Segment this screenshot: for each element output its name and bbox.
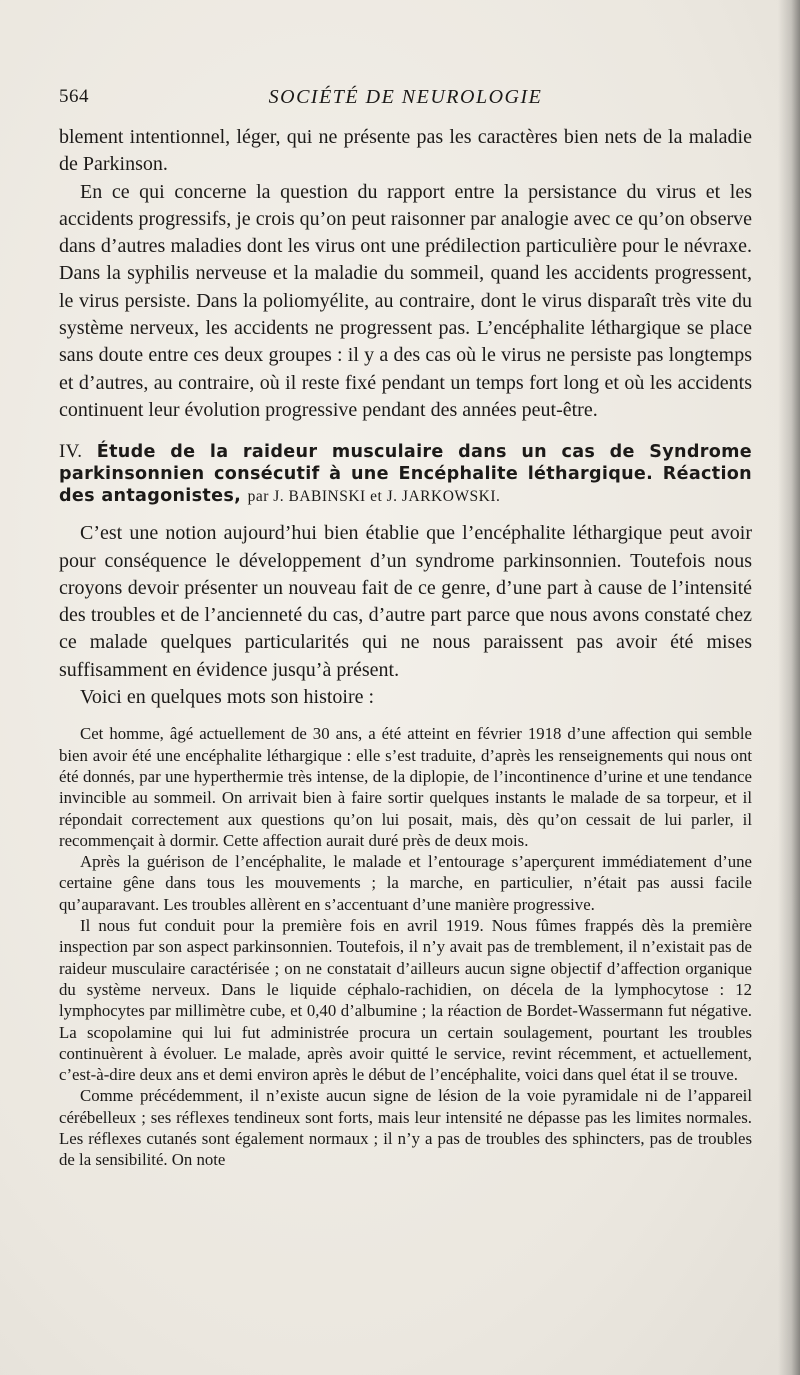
intro-paragraph: En ce qui concerne la question du rapport entre la persistance du virus et les accidents progressifs, je crois qu’on peut raisonner par analogie avec ce qu’on observe dans d’autres maladies dont les virus ont une prédilection particulière pour le névraxe. Dans la syphilis nerveuse et la maladie du sommeil, quand les accidents progressent, le virus persiste. Dans la poliomyélite, au contraire, dont le virus disparaît très vite du système nerveux, les accidents ne progressent pas. L’encéphalite léthargique se place sans doute entre ces deux groupes : il y a des cas où le virus ne persiste pas longtemps et d’autres, au contraire, où il reste fixé pendant un temps fort long et où les accidents continuent leur évolution progressive pendant des années peut-être. bbox=[59, 180, 752, 421]
section-heading bbox=[59, 441, 752, 508]
page-edge-shadow bbox=[778, 0, 800, 1375]
body-text bbox=[59, 124, 752, 1171]
case-paragraph: Il nous fut conduit pour la première fois en avril 1919. Nous fûmes frappés dès la première inspection par son aspect parkinsonnien. Toutefois, il n’y avait pas de tremblement, il n’existait pas de raideur musculaire caractérisée ; on ne constatait d’ailleurs aucun signe objectif d’affection organique du système nerveux. Dans le liquide céphalo-rachidien, on décela de la lymphocytose : 12 lymphocytes par millimètre cube, et 0,40 d’albumine ; la réaction de Bordet-Wassermann fut négative. La scopolamine qui lui fut administrée procura un certain soulagement, pourtant les troubles continuèrent à évoluer. Le malade, après avoir quitté le service, revint récemment, et actuellement, c’est-à-dire deux ans et demi environ après le début de l’encéphalite, voici dans quel état il se trouve. bbox=[59, 916, 752, 1085]
case-paragraph: Comme précédemment, il n’existe aucun signe de lésion de la voie pyramidale ni de l’appareil cérébelleux ; ses réflexes tendineux sont forts, mais leur intensité ne dépasse pas les limites normales. Les réflexes cutanés sont également normaux ; il n’y a pas de troubles des sphincters, pas de troubles de la sensibilité. On note bbox=[59, 1086, 752, 1170]
case-paragraph: Après la guérison de l’encéphalite, le malade et l’entourage s’aperçurent immédiatement d’une certaine gêne dans tous les mouvements ; la marche, en particulier, n’était pas aussi facile qu’auparavant. Les troubles allèrent en s’accentuant d’une manière progressive. bbox=[59, 852, 752, 914]
running-title: SOCIÉTÉ DE NEUROLOGIE bbox=[268, 86, 543, 108]
case-history bbox=[59, 723, 752, 1170]
case-paragraph: Cet homme, âgé actuellement de 30 ans, a été atteint en février 1918 d’une affection qui semble bien avoir été une encéphalite léthargique : elle s’est traduite, d’après les renseignements qui nous ont été donnés, par une hyperthermie très intense, de la diplopie, de l’incontinence d’urine et une tendance invincible au sommeil. On arrivait bien à faire sortir quelques instants le malade de sa torpeur, et il répondait correctement aux questions qu’on lui posait, mais, dès qu’on cessait de lui parler, il recommençait à dormir. Cette affection aurait duré près de deux mois. bbox=[59, 724, 752, 850]
section-byline: par J. BABINSKI et J. JARKOWSKI. bbox=[247, 488, 501, 506]
page-header bbox=[59, 86, 752, 112]
main-paragraph: C’est une notion aujourd’hui bien établie que l’encéphalite léthargique peut avoir pour conséquence le développement d’un syndrome parkinsonnien. Toutefois nous croyons devoir présenter un nouveau fait de ce genre, d’une part à cause de l’intensité des troubles et de l’ancienneté du cas, d’autre part parce que nous avons constaté chez ce malade quelques particularités qui ne nous paraissent pas avoir été mises suffisamment en évidence jusqu’à présent. bbox=[59, 522, 752, 681]
section-number: IV. bbox=[59, 441, 83, 463]
section-title: Étude de la raideur musculaire dans un cas de Syndrome parkinsonnien consécutif à une Encéphalite léthargique. Réaction des antagonistes, bbox=[59, 442, 752, 507]
main-paragraph: Voici en quelques mots son histoire : bbox=[80, 686, 375, 709]
intro-paragraph: blement intentionnel, léger, qui ne présente pas les caractères bien nets de la maladie de Parkinson. bbox=[59, 126, 752, 176]
page-number: 564 bbox=[59, 86, 89, 107]
